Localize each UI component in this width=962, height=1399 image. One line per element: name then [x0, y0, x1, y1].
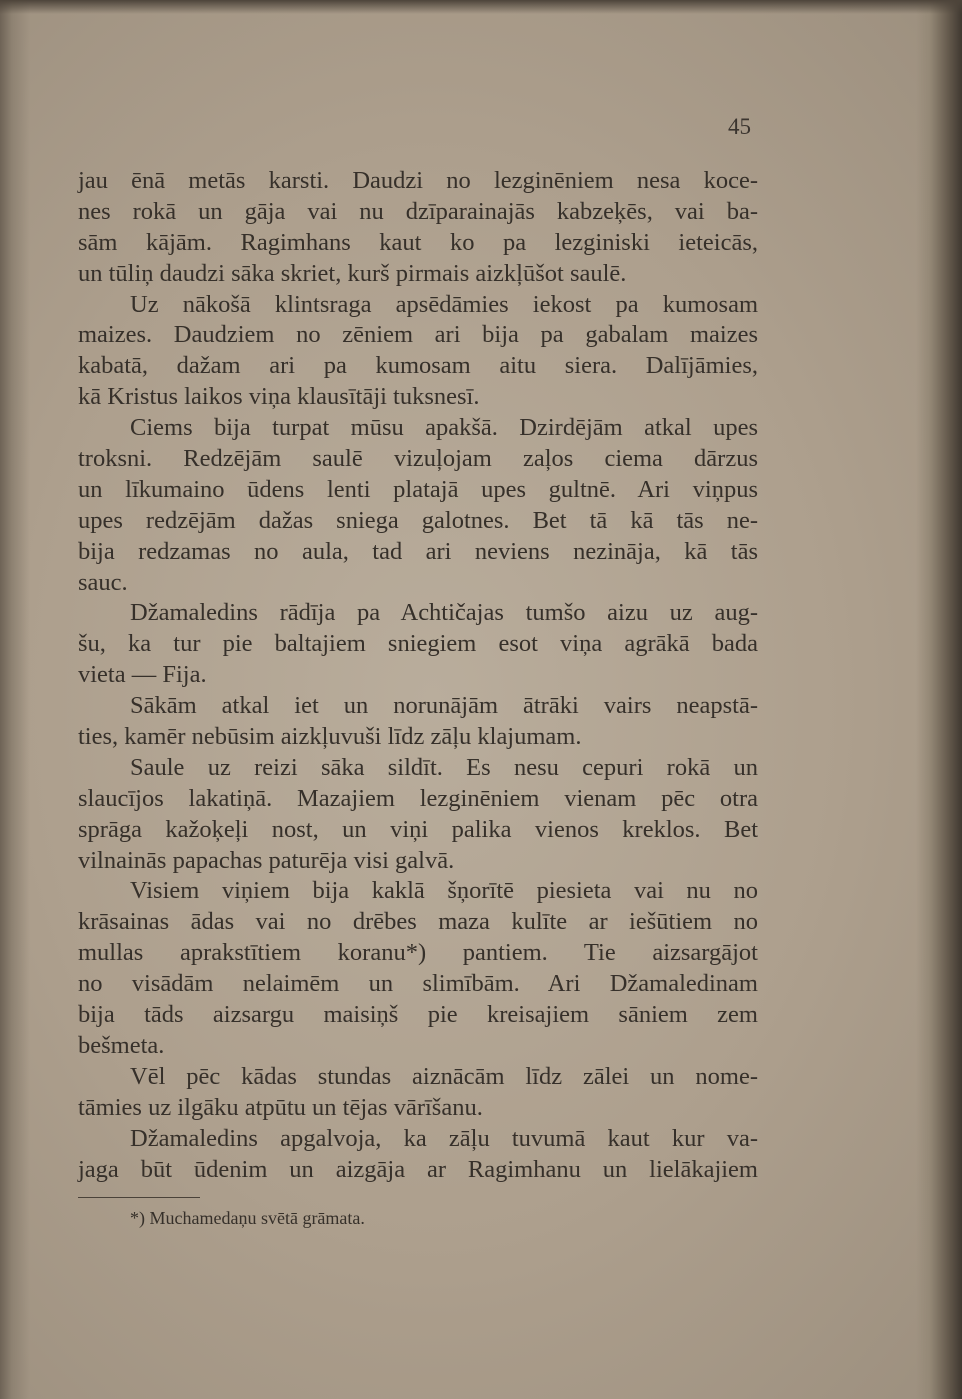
text-line: Ciems bija turpat mūsu apakšā. Dzirdējām atkal upes	[130, 414, 758, 442]
body-text	[78, 166, 758, 1185]
text-line: Visiem viņiem bija kaklā šņorītē piesieta vai nu no	[130, 877, 758, 905]
text-line: no visādām nelaimēm un slimībām. Ari Džamaledinam	[78, 970, 758, 998]
text-line: un līkumaino ūdens lenti platajā upes gultnē. Ari viņpus	[78, 475, 758, 503]
text-line: mullas aprakstītiem koranu*) pantiem. Tie aizsargājot	[78, 939, 758, 967]
text-line: Džamaledins rādīja pa Achtičajas tumšo aizu uz aug-	[130, 599, 758, 627]
text-line: vilnainās papachas paturēja visi galvā.	[78, 846, 455, 874]
footnote: *) Muchamedaņu svētā grāmata.	[130, 1208, 365, 1228]
text-line: šu, ka tur pie baltajiem sniegiem esot viņa agrākā bada	[78, 630, 758, 658]
page-top-edge-shadow	[0, 0, 962, 14]
text-line: bija redzamas no aula, tad ari neviens nezināja, kā tās	[78, 537, 758, 565]
text-line: upes redzējām dažas sniega galotnes. Bet tā kā tās ne-	[78, 506, 758, 534]
text-line: sām kājām. Ragimhans kaut ko pa lezginiski ieteicās,	[78, 228, 758, 256]
page-left-edge-shadow	[0, 0, 30, 1399]
text-line: troksni. Redzējām saulē vizuļojam zaļos ciema dārzus	[78, 445, 758, 473]
page-right-edge-shadow	[916, 0, 962, 1399]
text-line: nes rokā un gāja vai nu dzīparainajās kabzeķēs, vai ba-	[78, 197, 758, 225]
page-number: 45	[728, 114, 751, 139]
text-line: bešmeta.	[78, 1031, 165, 1059]
text-line: Uz nākošā klintsraga apsēdāmies iekost pa kumosam	[130, 290, 758, 318]
footnote-separator	[78, 1197, 200, 1198]
text-line: slaucījos lakatiņā. Mazajiem lezginēniem vienam pēc otra	[78, 784, 758, 812]
text-line: Sākām atkal iet un norunājām ātrāki vairs neapstā-	[130, 692, 758, 720]
text-line: sauc.	[78, 568, 128, 596]
text-line: vieta — Fija.	[78, 661, 207, 689]
text-line: jau ēnā metās karsti. Daudzi no lezginēniem nesa koce-	[78, 167, 758, 194]
text-line: sprāga kažoķeļi nost, un viņi palika vienos kreklos. Bet	[78, 815, 758, 843]
text-line: un tūliņ daudzi sāka skriet, kurš pirmais aizkļūšot saulē.	[78, 259, 627, 287]
text-line: jaga būt ūdenim un aizgāja ar Ragimhanu un lielākajiem	[78, 1155, 758, 1183]
text-line: tāmies uz ilgāku atpūtu un tējas vārīšanu.	[78, 1093, 483, 1121]
text-line: maizes. Daudziem no zēniem ari bija pa gabalam maizes	[78, 321, 758, 349]
text-line: Vēl pēc kādas stundas aiznācām līdz zālei un nome-	[130, 1062, 758, 1090]
text-line: kā Kristus laikos viņa klausītāji tuksnesī.	[78, 383, 480, 411]
text-line: bija tāds aizsargu maisiņš pie kreisajiem sāniem zem	[78, 1001, 758, 1029]
text-line: kabatā, dažam ari pa kumosam aitu siera. Dalījāmies,	[78, 352, 758, 380]
text-line: Džamaledins apgalvoja, ka zāļu tuvumā kaut kur va-	[130, 1124, 758, 1152]
text-line: ties, kamēr nebūsim aizkļuvuši līdz zāļu klajumam.	[78, 723, 582, 751]
text-line: Saule uz reizi sāka sildīt. Es nesu cepuri rokā un	[130, 753, 758, 781]
text-line: krāsainas ādas vai no drēbes maza kulīte ar iešūtiem no	[78, 908, 758, 936]
